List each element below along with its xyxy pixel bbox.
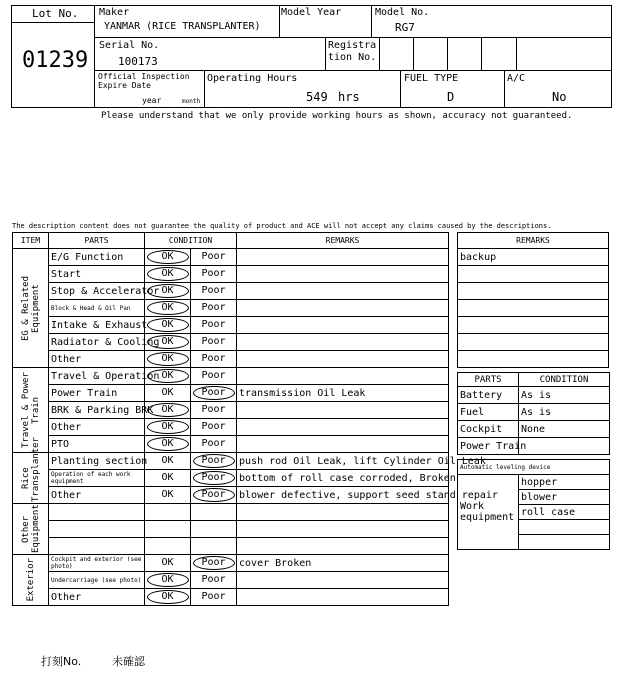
table-row bbox=[13, 249, 449, 266]
group-label bbox=[13, 504, 49, 555]
ok-cell bbox=[145, 419, 191, 436]
part-name: Operation of each work equipment bbox=[49, 470, 145, 487]
ok-cell bbox=[145, 283, 191, 300]
group-label bbox=[13, 249, 49, 368]
ok-cell bbox=[145, 334, 191, 351]
part-name bbox=[49, 504, 145, 521]
stamp-label: 打刻No. bbox=[41, 655, 82, 668]
hours-unit: hrs bbox=[338, 90, 360, 104]
table-row bbox=[13, 385, 449, 402]
ok-circled: OK bbox=[147, 335, 189, 349]
ok-circled: OK bbox=[147, 437, 189, 451]
group-label-text: Exterior bbox=[25, 558, 36, 602]
remarks-line bbox=[458, 266, 609, 283]
poor-cell bbox=[191, 249, 237, 266]
ok-cell bbox=[145, 249, 191, 266]
table-row bbox=[13, 487, 449, 504]
reg-box-2 bbox=[413, 37, 448, 71]
hours-label: Operating Hours bbox=[207, 73, 298, 84]
side-part: Battery bbox=[458, 387, 519, 404]
model-year-label: Model Year bbox=[281, 7, 342, 18]
part-name: Cockpit and exterior (see photo) bbox=[49, 555, 145, 572]
table-row bbox=[13, 368, 449, 385]
remark-cell bbox=[237, 283, 449, 300]
ok-circled: OK bbox=[147, 420, 189, 434]
side-part: Fuel bbox=[458, 404, 519, 421]
auto-leveling-label: Automatic leveling device bbox=[458, 460, 610, 475]
part-name: E/G Function bbox=[49, 249, 145, 266]
poor-cell bbox=[191, 419, 237, 436]
ok-cell bbox=[145, 351, 191, 368]
poor-cell bbox=[191, 538, 237, 555]
part-name: Block & Head & Oil Pan bbox=[49, 300, 145, 317]
poor-cell bbox=[191, 368, 237, 385]
table-row bbox=[13, 589, 449, 606]
poor-circled: Poor bbox=[193, 556, 235, 570]
poor-circled: Poor bbox=[193, 471, 235, 485]
ac-label: A/C bbox=[507, 73, 526, 84]
part-name: Stop & Accelerator bbox=[49, 283, 145, 300]
table-row bbox=[13, 436, 449, 453]
ok-circled: OK bbox=[147, 301, 189, 315]
model-no-value: RG7 bbox=[395, 21, 415, 34]
part-name: Intake & Exhaust bbox=[49, 317, 145, 334]
poor-cell bbox=[191, 487, 237, 504]
side-condition: As is bbox=[519, 387, 610, 404]
ok-circled: OK bbox=[147, 403, 189, 417]
poor-cell bbox=[191, 334, 237, 351]
poor-cell bbox=[191, 402, 237, 419]
ok-cell bbox=[145, 589, 191, 606]
part-name: Start bbox=[49, 266, 145, 283]
remark-cell bbox=[237, 589, 449, 606]
part-name: Radiator & Cooling bbox=[49, 334, 145, 351]
side-condition bbox=[519, 438, 610, 455]
hours-value: 549 bbox=[306, 90, 328, 104]
part-name: BRK & Parking BRK bbox=[49, 402, 145, 419]
table-row bbox=[13, 521, 449, 538]
header-item: ITEM bbox=[13, 233, 49, 249]
table-row bbox=[13, 555, 449, 572]
part-name: Travel & Operation bbox=[49, 368, 145, 385]
table-row bbox=[13, 572, 449, 589]
remarks-line bbox=[458, 317, 609, 334]
remark-cell: cover Broken bbox=[237, 555, 449, 572]
work-equipment-label: Work equipment bbox=[458, 475, 519, 550]
ok-cell bbox=[145, 436, 191, 453]
table-row bbox=[13, 317, 449, 334]
ok-cell bbox=[145, 368, 191, 385]
ok-cell bbox=[145, 521, 191, 538]
ok-mark: OK bbox=[161, 472, 174, 483]
remarks-line bbox=[458, 283, 609, 300]
poor-cell bbox=[191, 504, 237, 521]
poor-mark: Poor bbox=[201, 404, 226, 415]
ok-circled: OK bbox=[147, 318, 189, 332]
remark-cell: bottom of roll case corroded, Broken bbox=[237, 470, 449, 487]
ok-mark: OK bbox=[161, 455, 174, 466]
poor-cell bbox=[191, 470, 237, 487]
work-equipment-item: roll case bbox=[519, 505, 610, 520]
poor-mark: Poor bbox=[201, 591, 226, 602]
lot-label: Lot No. bbox=[32, 7, 79, 20]
poor-mark: Poor bbox=[201, 251, 226, 262]
poor-cell bbox=[191, 589, 237, 606]
poor-cell bbox=[191, 453, 237, 470]
ok-circled: OK bbox=[147, 573, 189, 587]
remarks-panel bbox=[457, 232, 609, 368]
ok-circled: OK bbox=[147, 352, 189, 366]
ok-circled: OK bbox=[147, 267, 189, 281]
side-part: Power Train bbox=[458, 438, 519, 455]
remark-cell bbox=[237, 504, 449, 521]
table-row bbox=[13, 334, 449, 351]
serial-value: 100173 bbox=[118, 55, 158, 68]
poor-cell bbox=[191, 436, 237, 453]
part-name: Power Train bbox=[49, 385, 145, 402]
remark-cell bbox=[237, 419, 449, 436]
header-condition: CONDITION bbox=[145, 233, 237, 249]
ok-cell bbox=[145, 300, 191, 317]
remark-cell bbox=[237, 538, 449, 555]
group-label-text: Rice Transplanter bbox=[20, 436, 41, 502]
ok-circled: OK bbox=[147, 250, 189, 264]
ok-circled: OK bbox=[147, 590, 189, 604]
remark-cell: push rod Oil Leak, lift Cylinder Oil Leak bbox=[237, 453, 449, 470]
poor-cell bbox=[191, 266, 237, 283]
fuel-label: FUEL TYPE bbox=[404, 73, 459, 84]
year-label: year bbox=[142, 96, 162, 105]
ok-cell bbox=[145, 385, 191, 402]
poor-cell bbox=[191, 385, 237, 402]
part-name: PTO bbox=[49, 436, 145, 453]
poor-mark: Poor bbox=[201, 302, 226, 313]
part-name bbox=[49, 538, 145, 555]
remarks-line: backup bbox=[458, 249, 609, 266]
remark-cell bbox=[237, 300, 449, 317]
ok-cell bbox=[145, 470, 191, 487]
poor-mark: Poor bbox=[201, 438, 226, 449]
group-label-text: Other Equipment bbox=[20, 503, 41, 553]
header-remarks: REMARKS bbox=[237, 233, 449, 249]
side-part: Cockpit bbox=[458, 421, 519, 438]
poor-cell bbox=[191, 317, 237, 334]
part-name: Other bbox=[49, 589, 145, 606]
ok-cell bbox=[145, 453, 191, 470]
work-equipment-table bbox=[457, 459, 610, 550]
ok-cell bbox=[145, 317, 191, 334]
poor-cell bbox=[191, 572, 237, 589]
table-row bbox=[13, 419, 449, 436]
remark-cell bbox=[237, 351, 449, 368]
ok-mark: OK bbox=[161, 489, 174, 500]
part-name: Undercarriage (see photo) bbox=[49, 572, 145, 589]
ok-circled: OK bbox=[147, 284, 189, 298]
reg-box-5 bbox=[516, 37, 612, 71]
ok-cell bbox=[145, 266, 191, 283]
serial-label: Serial No. bbox=[99, 40, 160, 51]
ok-circled: OK bbox=[147, 369, 189, 383]
group-label bbox=[13, 555, 49, 606]
ok-cell bbox=[145, 504, 191, 521]
month-label: month bbox=[182, 98, 201, 105]
table-row bbox=[13, 266, 449, 283]
table-row bbox=[13, 453, 449, 470]
ok-cell bbox=[145, 402, 191, 419]
poor-circled: Poor bbox=[193, 386, 235, 400]
part-name: Planting section bbox=[49, 453, 145, 470]
reg-box-3 bbox=[447, 37, 482, 71]
poor-cell bbox=[191, 283, 237, 300]
poor-cell bbox=[191, 351, 237, 368]
ok-mark: OK bbox=[161, 557, 174, 568]
remark-cell bbox=[237, 521, 449, 538]
remarks-line bbox=[458, 351, 609, 368]
side-condition: None bbox=[519, 421, 610, 438]
ok-cell bbox=[145, 572, 191, 589]
remark-cell bbox=[237, 436, 449, 453]
work-equipment-item bbox=[519, 535, 610, 550]
ac-value: No bbox=[552, 90, 567, 104]
table-row bbox=[13, 351, 449, 368]
remark-cell bbox=[237, 334, 449, 351]
remark-cell: blower defective, support seed stand repair bbox=[237, 487, 449, 504]
poor-mark: Poor bbox=[201, 370, 226, 381]
poor-mark: Poor bbox=[201, 574, 226, 585]
remark-cell bbox=[237, 266, 449, 283]
table-row bbox=[13, 300, 449, 317]
part-name: Other bbox=[49, 419, 145, 436]
part-name: Other bbox=[49, 487, 145, 504]
ok-cell bbox=[145, 555, 191, 572]
model-no-label: Model No. bbox=[375, 7, 430, 18]
official-label: Official Inspection Expire Date bbox=[98, 72, 190, 90]
poor-mark: Poor bbox=[201, 353, 226, 364]
work-equipment-item: hopper bbox=[519, 475, 610, 490]
poor-mark: Poor bbox=[201, 421, 226, 432]
poor-mark: Poor bbox=[201, 268, 226, 279]
table-row bbox=[13, 538, 449, 555]
work-equipment-item bbox=[519, 520, 610, 535]
remark-cell bbox=[237, 317, 449, 334]
part-name: Other bbox=[49, 351, 145, 368]
maker-label: Maker bbox=[99, 7, 130, 18]
remark-cell: transmission Oil Leak bbox=[237, 385, 449, 402]
maker-value: YANMAR (RICE TRANSPLANTER) bbox=[104, 21, 261, 32]
poor-mark: Poor bbox=[201, 336, 226, 347]
part-name bbox=[49, 521, 145, 538]
group-label-text: Travel & Power Train bbox=[20, 372, 41, 448]
notice-text: Please understand that we only provide working hours as shown, accuracy not guaranteed. bbox=[101, 111, 573, 121]
poor-cell bbox=[191, 521, 237, 538]
poor-cell bbox=[191, 300, 237, 317]
table-row bbox=[13, 504, 449, 521]
remarks-line bbox=[458, 300, 609, 317]
remarks-line bbox=[458, 334, 609, 351]
remarks-header: REMARKS bbox=[458, 233, 609, 249]
work-equipment-item: blower bbox=[519, 490, 610, 505]
poor-circled: Poor bbox=[193, 454, 235, 468]
reg-box-4 bbox=[481, 37, 517, 71]
remark-cell bbox=[237, 402, 449, 419]
group-label-text: EG & Related Equipment bbox=[20, 275, 41, 341]
stamp-value: 未確認 bbox=[112, 655, 145, 668]
side-header-condition: CONDITION bbox=[519, 373, 610, 387]
poor-circled: Poor bbox=[193, 488, 235, 502]
poor-mark: Poor bbox=[201, 285, 226, 296]
remark-cell bbox=[237, 249, 449, 266]
ok-cell bbox=[145, 487, 191, 504]
registration-label: Registration No. bbox=[328, 40, 377, 63]
disclaimer-text: The description content does not guarantee the quality of product and ACE will not accept any claims caused by the descriptions. bbox=[12, 222, 552, 230]
poor-mark: Poor bbox=[201, 319, 226, 330]
poor-cell bbox=[191, 555, 237, 572]
table-row bbox=[13, 470, 449, 487]
lot-value: 01239 bbox=[22, 48, 89, 73]
ok-cell bbox=[145, 538, 191, 555]
side-condition: As is bbox=[519, 404, 610, 421]
group-label bbox=[13, 436, 49, 504]
header-parts: PARTS bbox=[49, 233, 145, 249]
table-row bbox=[13, 402, 449, 419]
fuel-value: D bbox=[447, 90, 455, 104]
side-parts-table bbox=[457, 372, 610, 455]
reg-box-1 bbox=[379, 37, 414, 71]
side-header-parts: PARTS bbox=[458, 373, 519, 387]
remark-cell bbox=[237, 572, 449, 589]
ok-mark: OK bbox=[161, 387, 174, 398]
table-row bbox=[13, 283, 449, 300]
remark-cell bbox=[237, 368, 449, 385]
